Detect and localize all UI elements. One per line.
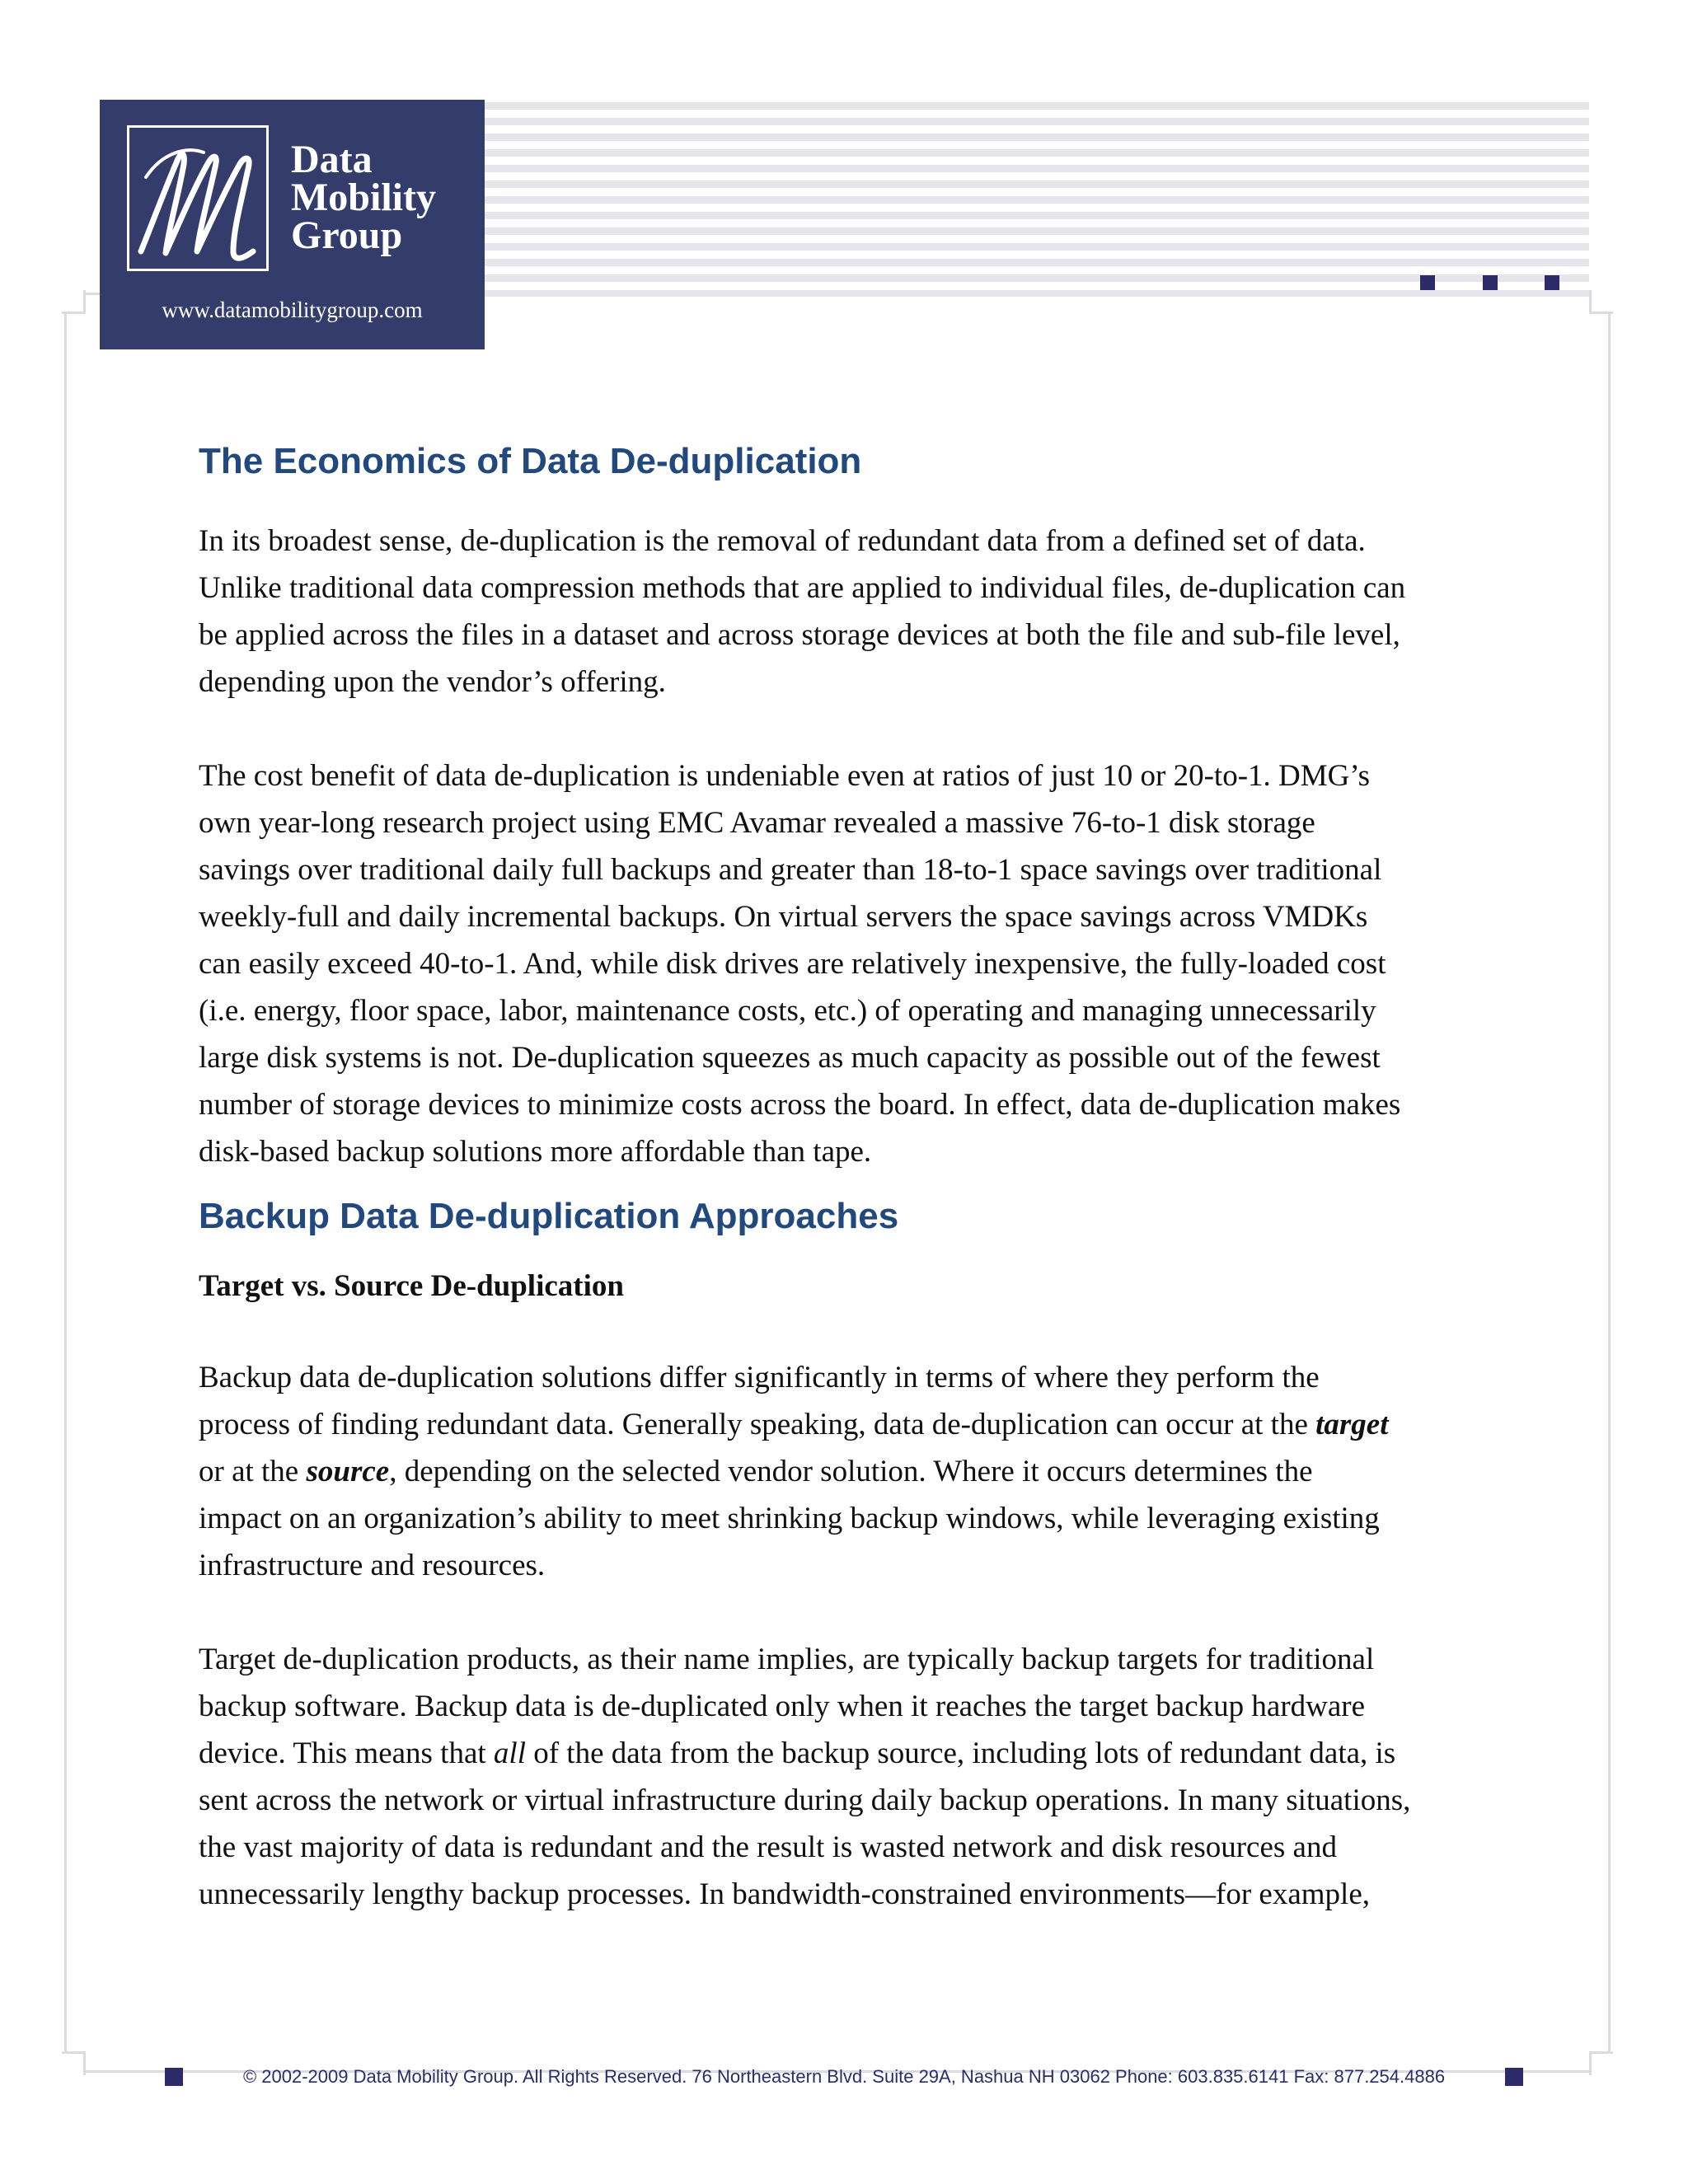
text-line	[199, 1401, 1550, 1448]
text-line	[199, 1448, 1550, 1495]
header-square	[1483, 275, 1498, 290]
footer-square	[1505, 2068, 1523, 2086]
header-stripes	[485, 102, 1589, 297]
frame-corner	[1589, 2051, 1613, 2075]
section-heading: Backup Data De-duplication Approaches	[199, 1196, 899, 1236]
text-line: The cost benefit of data de-duplication is undeniable even at ratios of just 10 or 20-to-1. DMG’s	[199, 759, 1371, 793]
text-run: device. This means that	[199, 1736, 494, 1770]
text-run: of the data from the backup source, including lots of redundant data, is	[525, 1736, 1396, 1770]
logo-line: Group	[291, 213, 403, 257]
text-line: sent across the network or virtual infrastructure during daily backup operations. In many situations,	[199, 1783, 1411, 1817]
text-line: In its broadest sense, de-duplication is the removal of redundant data from a defined set of data.	[199, 524, 1366, 558]
text-line: disk-based backup solutions more affordable than tape.	[199, 1135, 872, 1169]
logo-url: www.datamobilitygroup.com	[162, 298, 423, 322]
logo-monogram-icon	[127, 125, 269, 271]
text-line: savings over traditional daily full backups and greater than 18-to-1 space savings over traditional	[199, 853, 1382, 887]
text-line: infrastructure and resources.	[199, 1549, 546, 1582]
paragraph	[199, 752, 1550, 1175]
text-run: process of finding redundant data. Generally speaking, data de-duplication can occur at the	[199, 1408, 1316, 1441]
emphasis-target: target	[1315, 1408, 1389, 1441]
logo-wordmark	[291, 138, 481, 257]
footer-square	[165, 2068, 183, 2086]
paragraph	[199, 1354, 1550, 1589]
frame-corner	[62, 2051, 86, 2075]
page-footer	[165, 2064, 1523, 2089]
text-line: unnecessarily lengthy backup processes. In bandwidth-constrained environments—for example,	[199, 1877, 1370, 1911]
frame-corner	[1589, 290, 1613, 314]
header-square	[1545, 275, 1559, 290]
text-line: number of storage devices to minimize costs across the board. In effect, data de-duplication makes	[199, 1088, 1401, 1122]
text-line	[199, 1730, 1550, 1777]
text-line: be applied across the files in a dataset and across storage devices at both the file and sub-file level,	[199, 618, 1400, 652]
text-line: own year-long research project using EMC Avamar revealed a massive 76-to-1 disk storage	[199, 806, 1315, 840]
text-run: or at the	[199, 1455, 307, 1488]
text-line: can easily exceed 40-to-1. And, while disk drives are relatively inexpensive, the fully-loaded cost	[199, 947, 1386, 981]
text-line: (i.e. energy, floor space, labor, maintenance costs, etc.) of operating and managing unnecessarily	[199, 994, 1376, 1028]
frame-corner	[62, 290, 86, 314]
text-line: Unlike traditional data compression methods that are applied to individual files, de-duplication can	[199, 571, 1406, 605]
text-line: backup software. Backup data is de-duplicated only when it reaches the target backup hardware	[199, 1690, 1366, 1723]
company-logo	[100, 100, 485, 349]
text-line: large disk systems is not. De-duplication squeezes as much capacity as possible out of the fewest	[199, 1041, 1381, 1075]
header-square	[1420, 275, 1435, 290]
document-body	[199, 437, 1550, 1918]
emphasis-all: all	[493, 1736, 526, 1770]
section-heading: The Economics of Data De-duplication	[199, 441, 862, 481]
text-line: Target de-duplication products, as their name implies, are typically backup targets for traditional	[199, 1643, 1375, 1676]
logo-line: Data	[291, 138, 373, 181]
text-line: the vast majority of data is redundant and the result is wasted network and disk resources and	[199, 1830, 1337, 1864]
text-line: Backup data de-duplication solutions differ significantly in terms of where they perform the	[199, 1361, 1320, 1394]
emphasis-source: source	[306, 1455, 390, 1488]
text-line: impact on an organization’s ability to meet shrinking backup windows, while leveraging existing	[199, 1502, 1380, 1535]
logo-line: Mobility	[291, 176, 436, 219]
text-run: , depending on the selected vendor solution. Where it occurs determines the	[389, 1455, 1313, 1488]
paragraph	[199, 518, 1550, 705]
footer-text: © 2002-2009 Data Mobility Group. All Rights Reserved. 76 Northeastern Blvd. Suite 29A, Nashua NH 03062 Phone: 603.835.6141 Fax: 877.254.4886	[242, 2066, 1446, 2087]
text-line: depending upon the vendor’s offering.	[199, 665, 666, 699]
text-line: weekly-full and daily incremental backups. On virtual servers the space savings across VMDKs	[199, 900, 1368, 934]
subsection-heading: Target vs. Source De-duplication	[199, 1269, 624, 1303]
paragraph	[199, 1636, 1550, 1918]
